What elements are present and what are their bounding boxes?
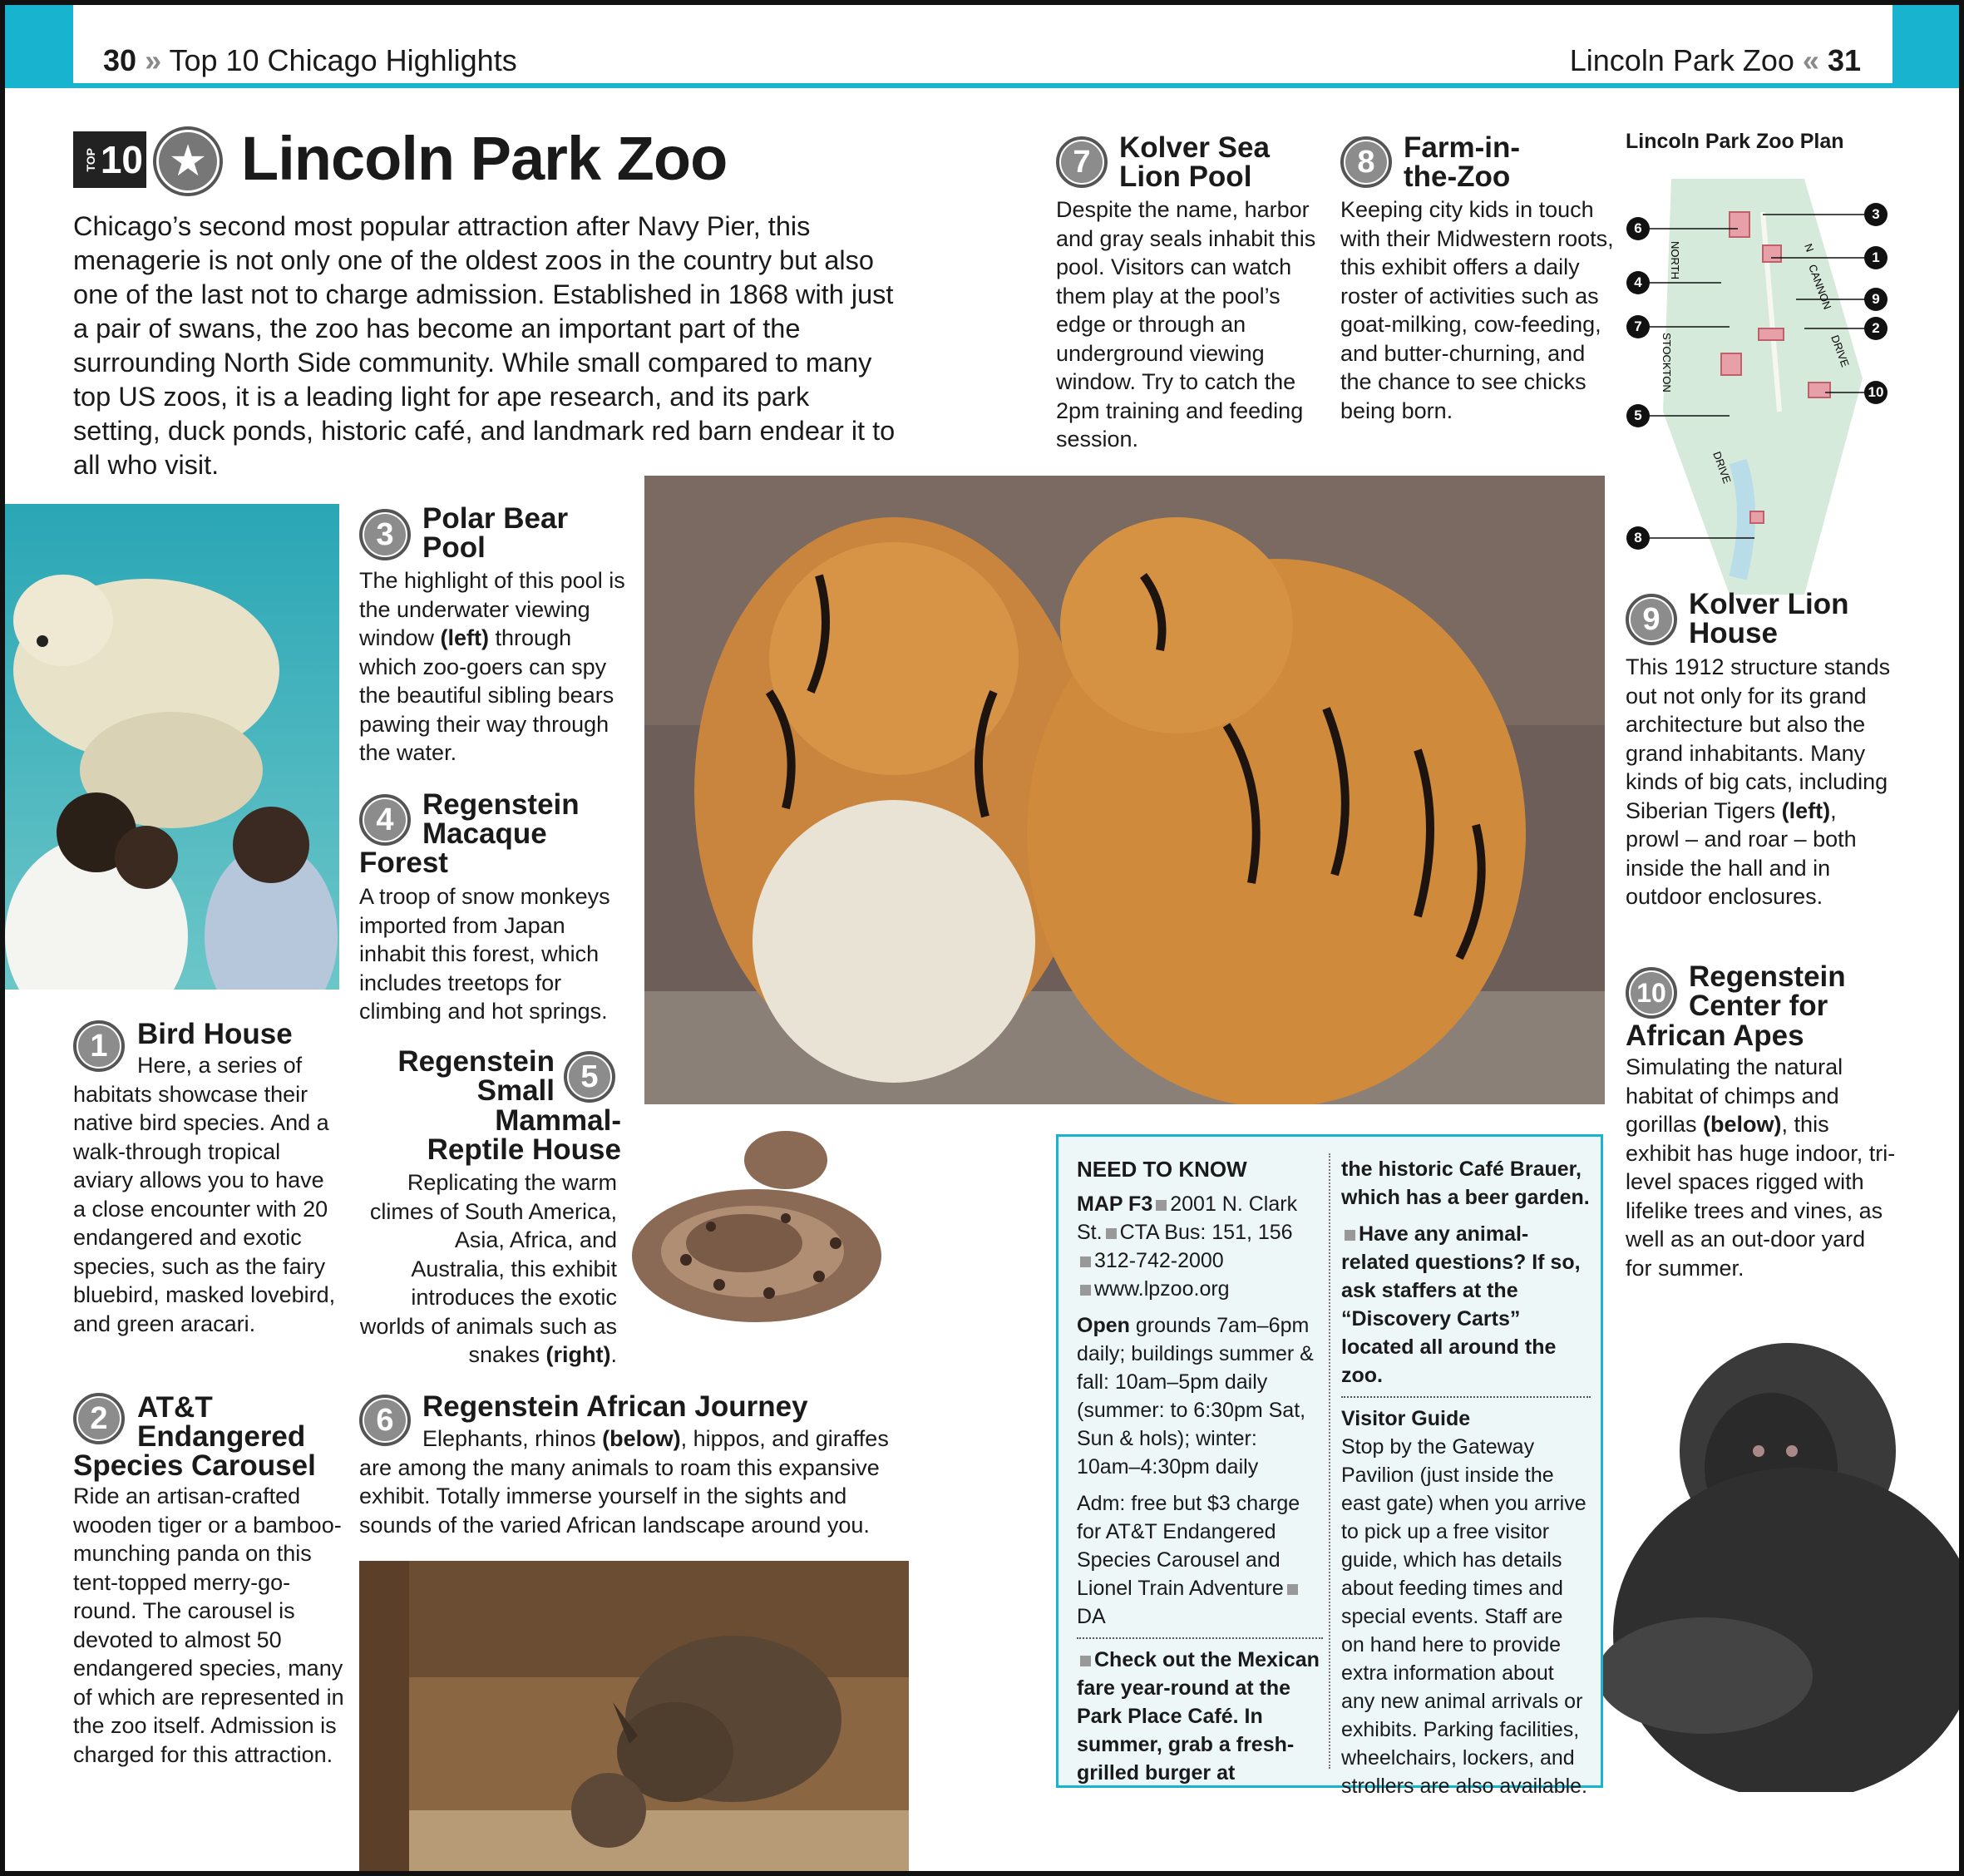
ntk-tip-1-continued: the historic Café Brauer, which has a beer garden. (1341, 1158, 1590, 1209)
item-10-number: 10 (1626, 967, 1677, 1019)
top10-badge: TOP 10 (73, 131, 146, 188)
item-10-title-line2: Center for (1689, 990, 1828, 1022)
intro-paragraph: Chicago’s second most popular attraction after Navy Pier, this menagerie is not only one of the oldest zoos in the country but also one of the last not to charge admission. Established in 1868 with just a pair of swans, the zoo has become an important part of the surrounding North Side community. While small compared to many top US zoos, it is a leading light for ape research, and its park setting, duck ponds, historic café, and landmark red barn endear it to all who visit. (73, 211, 896, 480)
item-1-title: Bird House (137, 1018, 293, 1050)
zoo-map (1613, 162, 1896, 595)
item-6-title: Regenstein African Journey (422, 1390, 808, 1423)
item-5-body: Replicating the warm climes of South America, Asia, Africa, and Australia, this exhibit introduces the exotic worlds of animals such as snakes (right). (359, 1170, 617, 1367)
item-5-title-line3: Mammal- (495, 1104, 621, 1137)
item-9-body: This 1912 structure stands out not only for its grand architecture but also the grand inhabitants. Many kinds of big cats, including Siberian Tigers (left), prowl – and roar – both inside the hall and in outdoor enclosures. (1626, 654, 1891, 909)
item-4-title-line3: Forest (359, 847, 448, 879)
item-5-title-line4: Reptile House (427, 1133, 621, 1166)
map-marker-5: 5 (1626, 404, 1650, 427)
header-tab-left (0, 0, 73, 88)
box-divider (1329, 1153, 1330, 1769)
ntk-heading: NEED TO KNOW (1077, 1157, 1247, 1182)
item-2-number: 2 (73, 1393, 125, 1444)
map-street-cannon: CANNON (1806, 262, 1834, 311)
map-marker-10: 10 (1864, 381, 1888, 404)
item-4-title-line2: Macaque (422, 817, 547, 850)
gorilla-photo (1580, 1285, 1964, 1792)
item-4-title-line1: Regenstein (422, 788, 580, 821)
ntk-admission: Adm: free but $3 charge for AT&T Endangered Species Carousel and Lionel Train AdventureDA (1077, 1492, 1300, 1628)
item-7-number: 7 (1056, 136, 1108, 188)
tigers-photo (644, 476, 1605, 1104)
item-4-body: A troop of snow monkeys imported from Japan inhabit this forest, which includes treetops for climbing and hot springs. (359, 884, 610, 1024)
item-9-title-line2: House (1689, 617, 1778, 649)
header-rule (0, 83, 1964, 88)
ntk-website-link[interactable]: www.lpzoo.org (1094, 1277, 1230, 1301)
item-10-title-line3: African Apes (1626, 1019, 1804, 1052)
map-marker-3: 3 (1864, 203, 1888, 226)
item-10-title-line1: Regenstein (1689, 960, 1846, 993)
ntk-address: MAP F3 2001 N. Clark St. CTA Bus: 151, 156 312-742-2000 www.lpzoo.org (1077, 1192, 1298, 1301)
star-icon: ★ (153, 126, 223, 196)
map-street-stockton: STOCKTON (1661, 333, 1673, 392)
ntk-visitor-guide-text: Stop by the Gateway Pavilion (just inside the east gate) when you arrive to pick up a free visitor guide, which has details about feeding times and special events. Staff are on hand here to provide extra information about any new animal arrivals or exhibits. Parking facilities, wheelchairs, lockers, and strollers are also available. (1341, 1435, 1587, 1798)
item-2-body: Ride an artisan-crafted wooden tiger or a bamboo-munching panda on this tent-topped merry-go-round. The carousel is devoted to almost 50 endangered species, many of which are represented in the zoo itself. Admission is charged for this attraction. (73, 1484, 344, 1767)
page-title: Lincoln Park Zoo (241, 124, 728, 193)
item-9-title-line1: Kolver Lion (1689, 588, 1849, 620)
map-marker-2: 2 (1864, 317, 1888, 340)
map-street-n: N (1802, 241, 1817, 254)
map-marker-7: 7 (1626, 315, 1650, 338)
item-7-body: Despite the name, harbor and gray seals inhabit this pool. Visitors can watch them play at the pool’s edge or through an underground viewing window. Try to catch the 2pm training and feeding session. (1056, 197, 1316, 452)
item-6-body: Elephants, rhinos (below), hippos, and giraffes are among the many animals to roam this expansive exhibit. Totally immerse yourself in the sights and sounds of the varied African landscape around you. (359, 1426, 889, 1538)
item-8-body: Keeping city kids in touch with their Midwestern roots, this exhibit offers a daily roster of activities such as goat-milking, cow-feeding, and butter-churning, and the chance to see chicks being born. (1340, 197, 1614, 423)
ntk-hours: Open grounds 7am–6pm daily; buildings summer & fall: 10am–5pm daily (summer: to 6:30pm Sat, Sun & hols); winter: 10am–4:30pm daily (1077, 1314, 1314, 1479)
item-3-number: 3 (359, 509, 411, 560)
ntk-visitor-guide-heading: Visitor Guide (1341, 1407, 1471, 1430)
item-6-number: 6 (359, 1395, 411, 1446)
item-8-title-line1: Farm-in- (1404, 131, 1520, 164)
item-2-title-line3: Species Carousel (73, 1449, 316, 1482)
ntk-tip-2: Have any animal-related questions? If so, ask staffers at the “Discovery Carts” located all around the zoo. (1341, 1222, 1581, 1387)
map-street-drive: DRIVE (1710, 449, 1734, 486)
need-to-know-box (1056, 1134, 1603, 1798)
item-1-number: 1 (73, 1020, 125, 1072)
rhino-photo (359, 1561, 909, 1871)
item-7-title-line1: Kolver Sea (1119, 131, 1270, 164)
item-4-number: 4 (359, 794, 411, 846)
header-left: 30 » Top 10 Chicago Highlights (103, 43, 517, 77)
map-marker-1: 1 (1864, 246, 1888, 269)
item-5-number: 5 (564, 1051, 615, 1103)
item-2-title-line2: Endangered (137, 1420, 306, 1453)
ntk-left-column (1077, 1155, 1323, 1787)
item-5-title-line2: Small (476, 1074, 555, 1107)
header-right: Lincoln Park Zoo « 31 (1569, 43, 1861, 77)
ntk-tip-1: Check out the Mexican fare year-round at the Park Place Café. In summer, grab a fresh-grilled burger at (1077, 1648, 1320, 1785)
item-9-number: 9 (1626, 594, 1677, 645)
polar-bear-photo (5, 504, 339, 990)
map-street-drive-east: DRIVE (1828, 333, 1852, 369)
item-8-title-line2: the-Zoo (1404, 160, 1511, 193)
snake-photo (619, 1118, 894, 1330)
header-tab-right (1892, 0, 1964, 88)
item-5-title-line1: Regenstein (397, 1045, 555, 1078)
map-title: Lincoln Park Zoo Plan (1626, 130, 1844, 153)
item-1-body: Here, a series of habitats showcase their native bird species. And a walk-through tropical aviary allows you to have a close encounter with 20 endangered and exotic species, such as the fairy bluebird, masked lovebird, and green aracari. (73, 1053, 336, 1336)
map-marker-8: 8 (1626, 526, 1650, 550)
map-marker-4: 4 (1626, 271, 1650, 294)
ntk-right-column (1341, 1155, 1591, 1800)
item-3-body: The highlight of this pool is the underwater viewing window (left) through which zoo-goers can spy the beautiful sibling bears pawing their way through the water. (359, 568, 625, 765)
map-street-north: NORTH (1669, 241, 1681, 279)
item-2-title-line1: AT&T (137, 1391, 213, 1424)
item-3-title-line2: Pool (422, 531, 486, 564)
item-8-number: 8 (1340, 136, 1392, 188)
item-3-title-line1: Polar Bear (422, 502, 569, 535)
item-7-title-line2: Lion Pool (1119, 160, 1252, 193)
map-marker-9: 9 (1864, 288, 1888, 311)
map-marker-6: 6 (1626, 217, 1650, 240)
item-10-body: Simulating the natural habitat of chimps and gorillas (below), this exhibit has huge indoor, tri-level spaces rigged with lifelike trees and vines, as well as an out-door yard for summer. (1626, 1054, 1896, 1281)
